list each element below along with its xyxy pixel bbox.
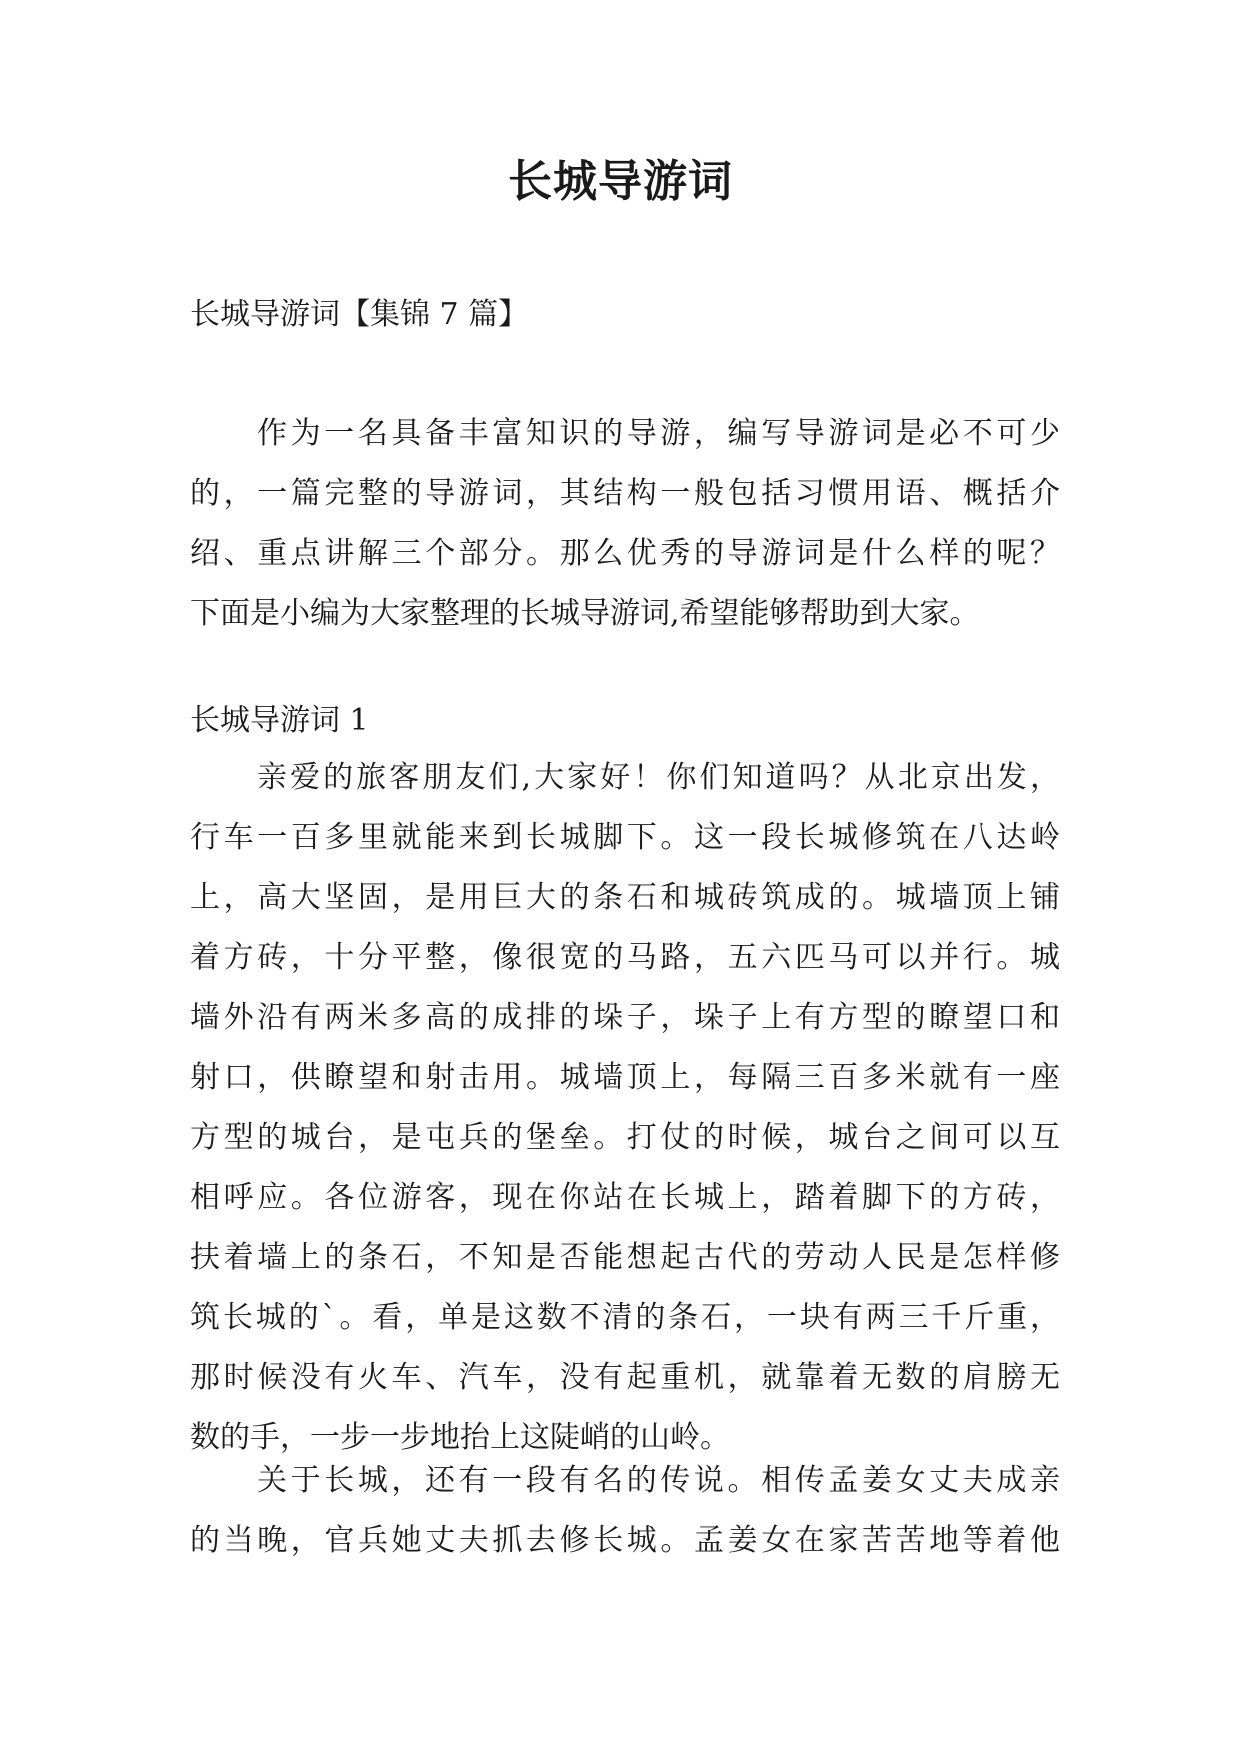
paragraph-line: 方型的城台，是屯兵的堡垒。打仗的时候，城台之间可以互 [190, 1120, 1060, 1155]
paragraph-line: 作为一名具备丰富知识的导游，编写导游词是必不可少 [257, 416, 1060, 451]
paragraph-line: 下面是小编为大家整理的长城导游词,希望能够帮助到大家。 [190, 596, 980, 631]
paragraph-line: 扶着墙上的条石，不知是否能想起古代的劳动人民是怎样修 [190, 1240, 1060, 1275]
section-heading: 长城导游词 1 [190, 703, 369, 738]
paragraph-line: 着方砖，十分平整，像很宽的马路，五六匹马可以并行。城 [190, 940, 1060, 975]
paragraph-line: 的当晚，官兵她丈夫抓去修长城。孟姜女在家苦苦地等着他 [190, 1523, 1060, 1558]
body-paragraph-1 [190, 748, 1060, 1468]
intro-paragraph [190, 404, 1060, 644]
document-subtitle: 长城导游词【集锦 7 篇】 [190, 297, 529, 332]
paragraph-line: 关于长城，还有一段有名的传说。相传孟姜女丈夫成亲 [257, 1463, 1060, 1498]
paragraph-line: 筑长城的`。看，单是这数不清的条石，一块有两三千斤重， [190, 1300, 1060, 1335]
paragraph-line: 行车一百多里就能来到长城脚下。这一段长城修筑在八达岭 [190, 820, 1060, 855]
paragraph-line: 的，一篇完整的导游词，其结构一般包括习惯用语、概括介 [190, 476, 1060, 511]
paragraph-line: 亲爱的旅客朋友们,大家好！你们知道吗？从北京出发， [257, 760, 1060, 795]
paragraph-line: 射口，供瞭望和射击用。城墙顶上，每隔三百多米就有一座 [190, 1060, 1060, 1095]
paragraph-line: 墙外沿有两米多高的成排的垛子，垛子上有方型的瞭望口和 [190, 1000, 1060, 1035]
paragraph-line: 相呼应。各位游客，现在你站在长城上，踏着脚下的方砖， [190, 1180, 1060, 1215]
page-title: 长城导游词 [508, 156, 733, 207]
paragraph-line: 数的手，一步一步地抬上这陡峭的山岭。 [190, 1420, 730, 1455]
paragraph-line: 绍、重点讲解三个部分。那么优秀的导游词是什么样的呢？ [190, 536, 1060, 571]
paragraph-line: 那时候没有火车、汽车，没有起重机，就靠着无数的肩膀无 [190, 1360, 1060, 1395]
paragraph-line: 上，高大坚固，是用巨大的条石和城砖筑成的。城墙顶上铺 [190, 880, 1060, 915]
body-paragraph-2 [190, 1451, 1060, 1571]
